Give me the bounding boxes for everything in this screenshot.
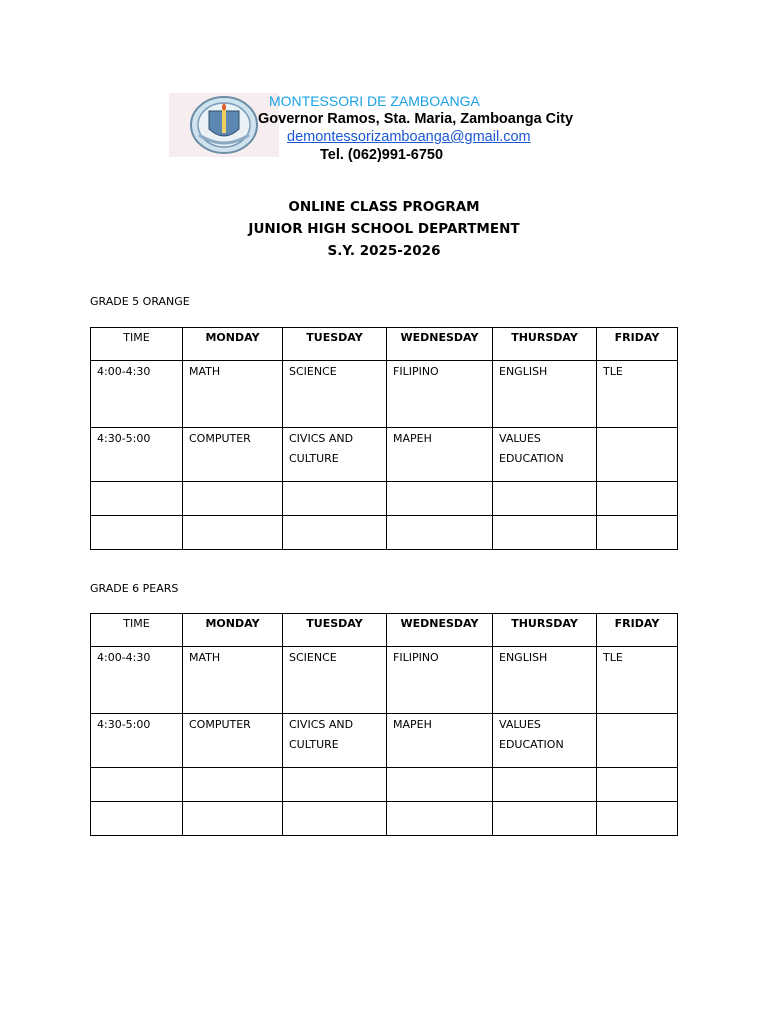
cell-time — [91, 482, 183, 516]
column-header-wednesday: WEDNESDAY — [387, 328, 493, 361]
column-header-tuesday: TUESDAY — [283, 328, 387, 361]
column-header-monday: MONDAY — [183, 614, 283, 647]
cell-monday: COMPUTER — [183, 714, 283, 768]
cell-monday: MATH — [183, 361, 283, 428]
cell-friday — [597, 516, 678, 550]
school-telephone: Tel. (062)991-6750 — [320, 147, 444, 163]
column-header-friday: FRIDAY — [597, 328, 678, 361]
table-row — [91, 768, 678, 802]
cell-wednesday — [387, 802, 493, 836]
cell-friday — [597, 768, 678, 802]
cell-friday — [597, 714, 678, 768]
table-row — [91, 516, 678, 550]
cell-wednesday: MAPEH — [387, 428, 493, 482]
column-header-monday: MONDAY — [183, 328, 283, 361]
document-title-block — [0, 196, 768, 262]
title-line-2: JUNIOR HIGH SCHOOL DEPARTMENT — [248, 221, 520, 237]
cell-thursday — [493, 516, 597, 550]
cell-friday — [597, 802, 678, 836]
cell-friday: TLE — [597, 361, 678, 428]
cell-tuesday: SCIENCE — [283, 647, 387, 714]
cell-tuesday: CIVICS AND CULTURE — [283, 428, 387, 482]
cell-time — [91, 802, 183, 836]
table-row — [91, 361, 678, 428]
cell-thursday — [493, 768, 597, 802]
cell-time: 4:30-5:00 — [91, 714, 183, 768]
cell-thursday — [493, 802, 597, 836]
cell-monday — [183, 768, 283, 802]
cell-wednesday — [387, 768, 493, 802]
school-name: MONTESSORI DE ZAMBOANGA — [269, 93, 480, 109]
school-address: Governor Ramos, Sta. Maria, Zamboanga City — [258, 111, 574, 127]
cell-time: 4:00-4:30 — [91, 361, 183, 428]
cell-monday — [183, 802, 283, 836]
school-seal-icon — [189, 95, 259, 155]
cell-monday: MATH — [183, 647, 283, 714]
title-line-1: ONLINE CLASS PROGRAM — [288, 199, 480, 215]
cell-thursday — [493, 482, 597, 516]
school-email-link[interactable]: demontessorizamboanga@gmail.com — [287, 129, 531, 145]
column-header-thursday: THURSDAY — [493, 328, 597, 361]
cell-wednesday: MAPEH — [387, 714, 493, 768]
cell-thursday: VALUES EDUCATION — [493, 714, 597, 768]
cell-tuesday — [283, 802, 387, 836]
column-header-thursday: THURSDAY — [493, 614, 597, 647]
column-header-tuesday: TUESDAY — [283, 614, 387, 647]
schedule-table — [90, 613, 678, 836]
column-header-friday: FRIDAY — [597, 614, 678, 647]
cell-thursday: ENGLISH — [493, 647, 597, 714]
cell-time: 4:30-5:00 — [91, 428, 183, 482]
grade-label: GRADE 5 ORANGE — [90, 295, 190, 308]
cell-friday: TLE — [597, 647, 678, 714]
cell-tuesday — [283, 482, 387, 516]
cell-time — [91, 516, 183, 550]
cell-tuesday: SCIENCE — [283, 361, 387, 428]
cell-monday — [183, 516, 283, 550]
cell-tuesday: CIVICS AND CULTURE — [283, 714, 387, 768]
cell-time — [91, 768, 183, 802]
column-header-time: TIME — [91, 614, 183, 647]
cell-thursday: ENGLISH — [493, 361, 597, 428]
cell-time: 4:00-4:30 — [91, 647, 183, 714]
cell-thursday: VALUES EDUCATION — [493, 428, 597, 482]
grade-label: GRADE 6 PEARS — [90, 582, 179, 595]
cell-tuesday — [283, 768, 387, 802]
schedule-table — [90, 327, 678, 550]
table-row — [91, 482, 678, 516]
header-row — [91, 328, 678, 361]
column-header-time: TIME — [91, 328, 183, 361]
table-row — [91, 714, 678, 768]
column-header-wednesday: WEDNESDAY — [387, 614, 493, 647]
cell-monday: COMPUTER — [183, 428, 283, 482]
cell-tuesday — [283, 516, 387, 550]
cell-wednesday: FILIPINO — [387, 647, 493, 714]
table-row — [91, 802, 678, 836]
cell-wednesday: FILIPINO — [387, 361, 493, 428]
cell-wednesday — [387, 516, 493, 550]
title-line-3: S.Y. 2025-2026 — [327, 243, 441, 259]
table-row — [91, 647, 678, 714]
cell-friday — [597, 428, 678, 482]
header-row — [91, 614, 678, 647]
cell-monday — [183, 482, 283, 516]
cell-wednesday — [387, 482, 493, 516]
table-row — [91, 428, 678, 482]
cell-friday — [597, 482, 678, 516]
